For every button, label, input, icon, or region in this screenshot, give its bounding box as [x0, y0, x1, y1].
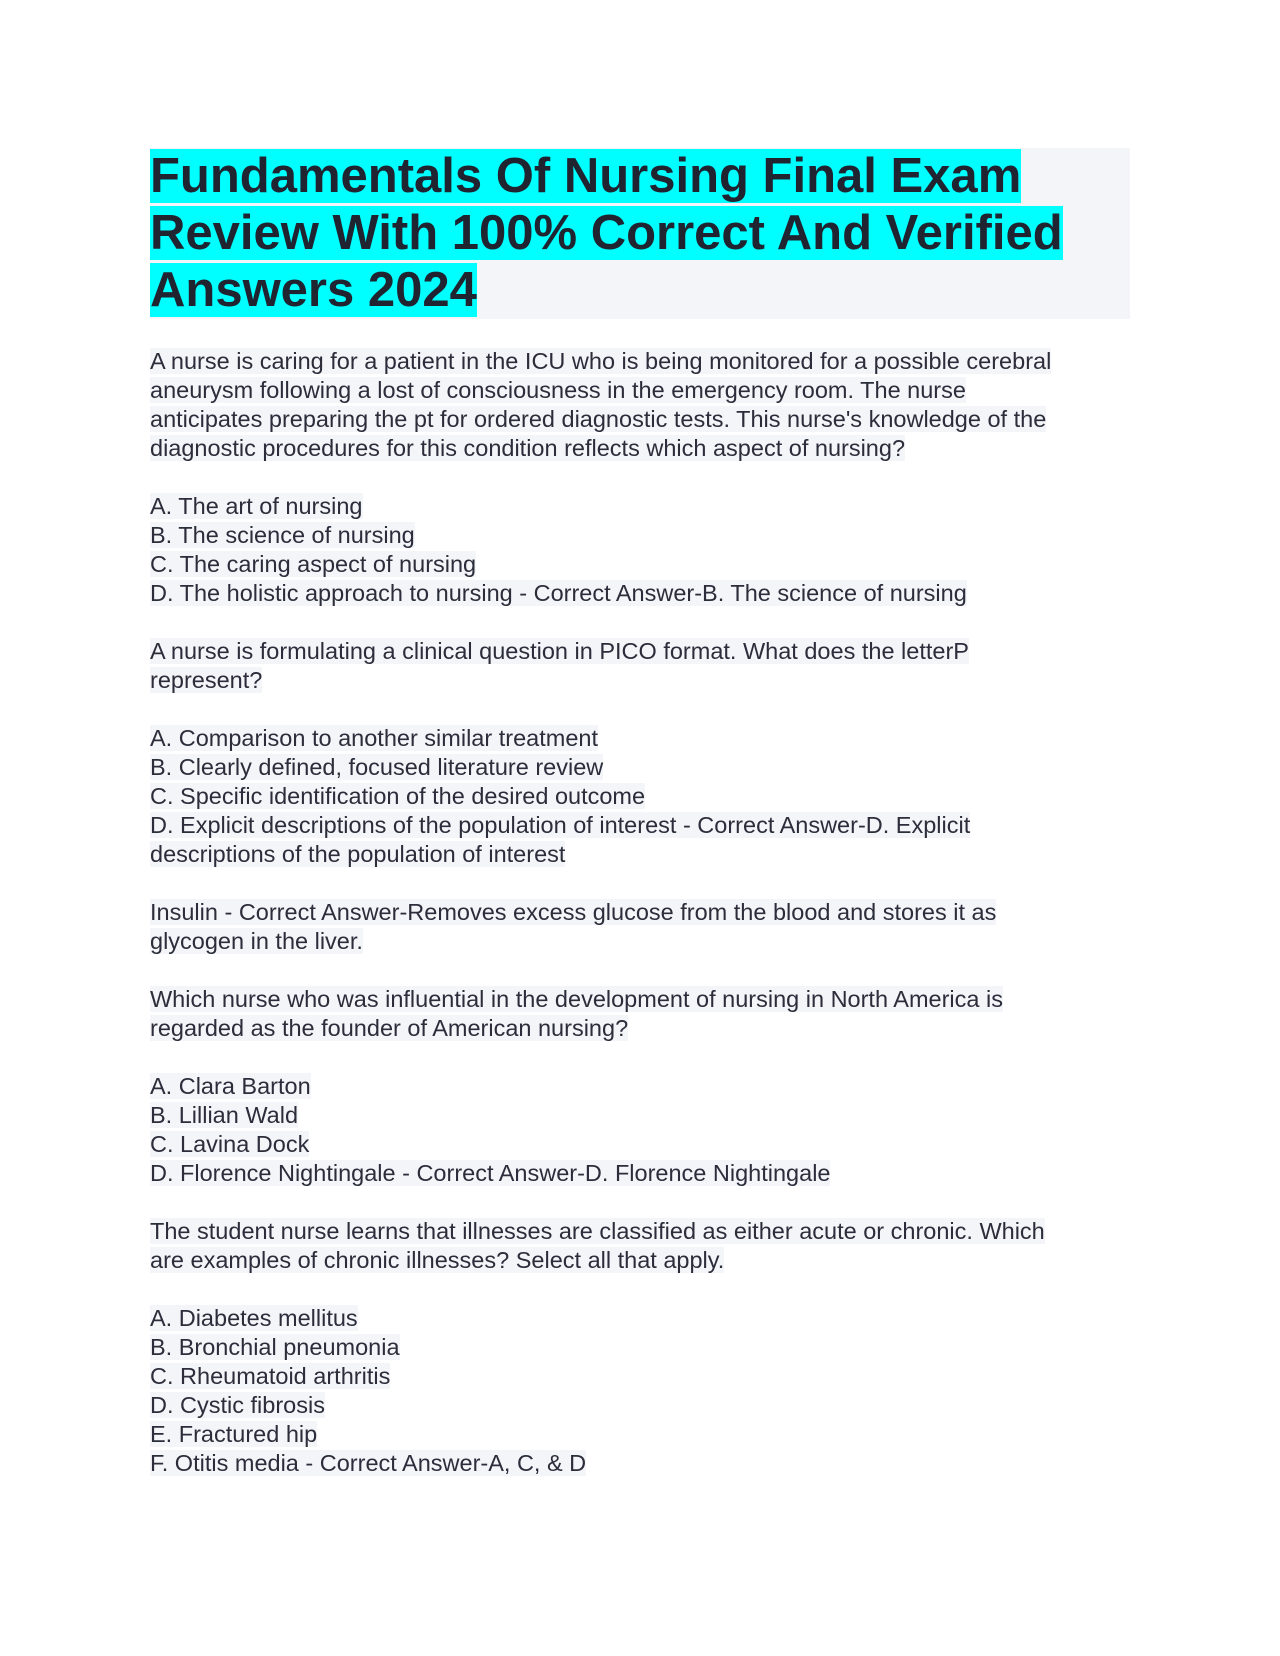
text-line-content: A. The art of nursing: [150, 493, 363, 519]
text-line: [150, 753, 1130, 782]
text-line: [150, 927, 1130, 956]
text-line-content: A. Clara Barton: [150, 1073, 311, 1099]
text-paragraph: [150, 985, 1130, 1043]
text-line: [150, 840, 1130, 869]
text-line: [150, 724, 1130, 753]
text-line-content: E. Fractured hip: [150, 1421, 318, 1447]
text-line-content: A nurse is formulating a clinical question in PICO format. What does the letterP: [150, 638, 969, 664]
text-line-content: A nurse is caring for a patient in the ICU who is being monitored for a possible cerebral: [150, 348, 1052, 374]
text-line-content: descriptions of the population of interest: [150, 841, 566, 867]
text-line: [150, 666, 1130, 695]
text-line-content: diagnostic procedures for this condition reflects which aspect of nursing?: [150, 435, 906, 461]
text-line-content: D. Florence Nightingale - Correct Answer-D. Florence Nightingale: [150, 1160, 831, 1186]
text-line-content: Which nurse who was influential in the development of nursing in North America is: [150, 986, 1003, 1012]
text-line: [150, 898, 1130, 927]
text-paragraph: [150, 492, 1130, 608]
text-line-content: B. Clearly defined, focused literature review: [150, 754, 604, 780]
text-line-content: F. Otitis media - Correct Answer-A, C, & D: [150, 1450, 587, 1476]
text-line-content: D. Cystic fibrosis: [150, 1392, 325, 1418]
document-body: [150, 347, 1130, 1478]
text-paragraph: [150, 637, 1130, 695]
text-line: [150, 1101, 1130, 1130]
text-line-content: anticipates preparing the pt for ordered diagnostic tests. This nurse's knowledge of the: [150, 406, 1047, 432]
text-line: [150, 637, 1130, 666]
text-line: [150, 811, 1130, 840]
text-line-content: B. Bronchial pneumonia: [150, 1334, 400, 1360]
text-line-content: C. Lavina Dock: [150, 1131, 310, 1157]
text-line: [150, 782, 1130, 811]
text-paragraph: [150, 898, 1130, 956]
text-line: [150, 1217, 1130, 1246]
text-line: [150, 405, 1130, 434]
text-line-content: The student nurse learns that illnesses are classified as either acute or chronic. Which: [150, 1218, 1045, 1244]
text-line-content: A. Comparison to another similar treatment: [150, 725, 598, 751]
text-line: [150, 1333, 1130, 1362]
document-page: [150, 148, 1130, 1507]
text-line-content: represent?: [150, 667, 263, 693]
text-line: [150, 1246, 1130, 1275]
text-line: [150, 376, 1130, 405]
title-line: Answers 2024: [150, 263, 477, 317]
text-line-content: C. The caring aspect of nursing: [150, 551, 477, 577]
text-line: [150, 1014, 1130, 1043]
text-line-content: regarded as the founder of American nursing?: [150, 1015, 629, 1041]
text-line: [150, 1362, 1130, 1391]
text-line: [150, 1159, 1130, 1188]
text-line-content: Insulin - Correct Answer-Removes excess glucose from the blood and stores it as: [150, 899, 997, 925]
text-line: [150, 985, 1130, 1014]
title-line: Review With 100% Correct And Verified: [150, 206, 1063, 260]
text-line-content: B. The science of nursing: [150, 522, 415, 548]
text-paragraph: [150, 1072, 1130, 1188]
text-line: [150, 550, 1130, 579]
text-line-content: B. Lillian Wald: [150, 1102, 299, 1128]
text-line: [150, 521, 1130, 550]
text-paragraph: [150, 1304, 1130, 1478]
text-line: [150, 347, 1130, 376]
text-line: [150, 1304, 1130, 1333]
text-line: [150, 1449, 1130, 1478]
text-line: [150, 1130, 1130, 1159]
text-line-content: are examples of chronic illnesses? Select all that apply.: [150, 1247, 725, 1273]
text-line: [150, 492, 1130, 521]
title-line: Fundamentals Of Nursing Final Exam: [150, 149, 1022, 203]
document-title: [150, 148, 1130, 319]
text-line: [150, 1420, 1130, 1449]
title-block: [150, 148, 1130, 319]
text-line: [150, 1072, 1130, 1101]
text-paragraph: [150, 1217, 1130, 1275]
text-line-content: glycogen in the liver.: [150, 928, 363, 954]
text-line-content: D. Explicit descriptions of the population of interest - Correct Answer-D. Explicit: [150, 812, 971, 838]
text-line: [150, 434, 1130, 463]
text-line-content: A. Diabetes mellitus: [150, 1305, 358, 1331]
text-line: [150, 579, 1130, 608]
text-line-content: aneurysm following a lost of consciousness in the emergency room. The nurse: [150, 377, 966, 403]
text-line-content: C. Rheumatoid arthritis: [150, 1363, 391, 1389]
text-paragraph: [150, 347, 1130, 463]
text-line-content: C. Specific identification of the desired outcome: [150, 783, 646, 809]
text-line-content: D. The holistic approach to nursing - Correct Answer-B. The science of nursing: [150, 580, 967, 606]
text-paragraph: [150, 724, 1130, 869]
text-line: [150, 1391, 1130, 1420]
